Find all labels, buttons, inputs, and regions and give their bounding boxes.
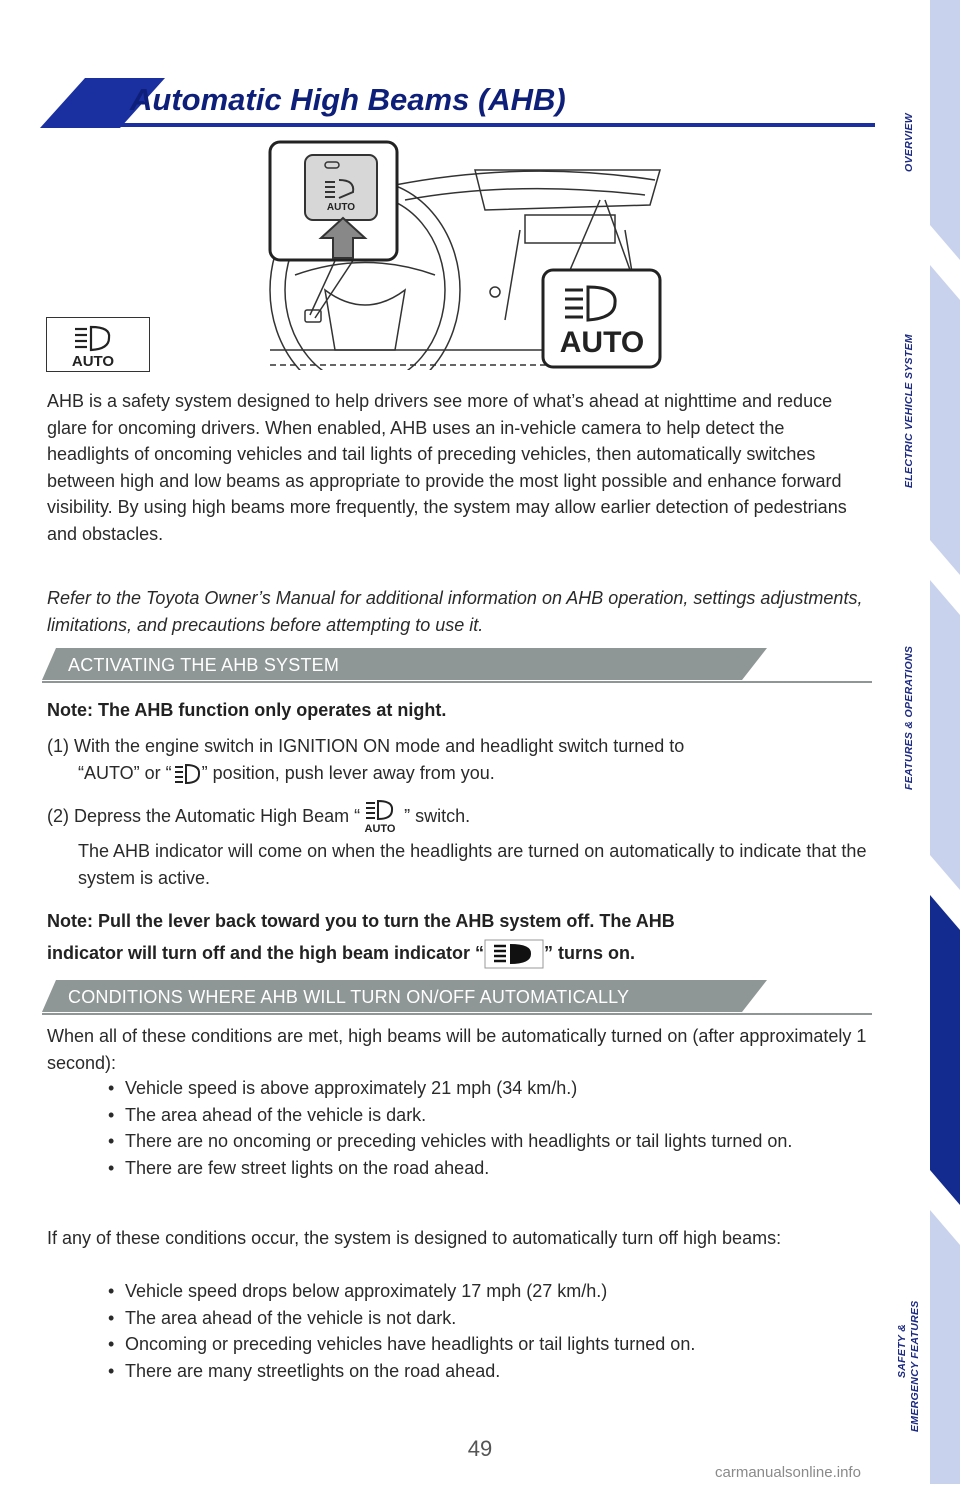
ahb-switch-icon: [47, 318, 149, 371]
turn-off-note: [47, 905, 867, 969]
tab-safety-line-2[interactable]: EMERGENCY FEATURES: [909, 1300, 921, 1432]
callout-auto-label: AUTO: [559, 326, 645, 359]
dashboard-illustration: [265, 140, 665, 370]
conditions-on-list: [104, 1075, 864, 1181]
title-banner: [40, 78, 875, 130]
list-item: • Vehicle speed is above approximately 21 mph (34 km/h.): [104, 1075, 864, 1102]
step-1-text-b: “AUTO” or “: [78, 763, 172, 783]
headlight-icon: [172, 763, 202, 785]
conditions-on-intro: When all of these conditions are met, high beams will be automatically turned on (after approximately 1 second):: [47, 1026, 867, 1073]
list-item: • Vehicle speed drops below approximately 17 mph (27 km/h.): [104, 1278, 744, 1305]
turn-off-note-line-b: indicator will turn off and the high beam indicator “: [47, 943, 485, 963]
night-only-note: Note: The AHB function only operates at night.: [47, 700, 447, 720]
step-1-line-a: (1) With the engine switch in IGNITION ON mode and headlight switch turned to: [47, 736, 685, 756]
turn-off-note-line-c: ” turns on.: [544, 943, 636, 963]
list-item: • Oncoming or preceding vehicles have headlights or tail lights turned on.: [104, 1331, 744, 1358]
conditions-off-list: [104, 1278, 744, 1384]
tab-ev-shape[interactable]: [930, 265, 960, 575]
switch-auto-label: AUTO: [326, 202, 356, 213]
section-heading-label: ACTIVATING THE AHB SYSTEM: [68, 655, 340, 675]
watermark: carmanualsonline.info: [715, 1464, 861, 1481]
ahb-switch-inline-icon: [360, 800, 404, 834]
intro-paragraph: AHB is a safety system designed to help drivers see more of what’s ahead at nighttime and reduce glare for oncoming drivers. When enabled, AHB uses an in-vehicle camera to help detect the headlights of oncoming vehicles and tail lights of preceding vehicles, then automatically switches between high and low beams as appropriate to provide the most light possible and enhance forward visibility. By using high beams more frequently, the system may allow earlier detection of pedestrians and obstacles.: [47, 391, 847, 544]
step-1: [47, 733, 867, 787]
step-2-text-b: ” switch.: [404, 805, 471, 826]
tab-overview-shape[interactable]: [930, 0, 960, 260]
list-item: • There are no oncoming or preceding vehicles with headlights or tail lights turned on.: [104, 1128, 864, 1155]
tab-electric-vehicle-system[interactable]: ELECTRIC VEHICLE SYSTEM: [903, 334, 915, 488]
step-2-text-a: (2) Depress the Automatic High Beam “: [47, 805, 361, 826]
refer-note: Refer to the Toyota Owner’s Manual for additional information on AHB operation, settings adjustments, limitations, and precautions before attempting to use it.: [47, 588, 863, 635]
section-heading-activating: [42, 648, 872, 688]
step-1-text-c: ” position, push lever away from you.: [201, 763, 495, 783]
tab-safety-sense-shape[interactable]: [930, 895, 960, 1205]
conditions-off-intro: If any of these conditions occur, the system is designed to automatically turn off high beams:: [47, 1228, 782, 1248]
page-number: 49: [467, 1436, 493, 1461]
tab-safety-line-1[interactable]: SAFETY &: [896, 1323, 908, 1378]
tab-features-shape[interactable]: [930, 580, 960, 890]
icon-box-auto-label: AUTO: [71, 353, 115, 370]
section-heading-label-2: CONDITIONS WHERE AHB WILL TURN ON/OFF AUTOMATICALLY: [68, 987, 630, 1007]
tab-overview[interactable]: OVERVIEW: [903, 113, 915, 172]
list-item: • The area ahead of the vehicle is dark.: [104, 1102, 864, 1129]
tab-safety-emergency-shape[interactable]: [930, 1210, 960, 1484]
side-tab-bar: [895, 0, 960, 1484]
section-heading-conditions: [42, 980, 872, 1020]
page-title: Automatic High Beams (AHB): [130, 82, 566, 117]
step-2: [47, 800, 867, 834]
list-item: • There are many streetlights on the road ahead.: [104, 1358, 744, 1385]
tab-features-operations[interactable]: FEATURES & OPERATIONS: [903, 645, 915, 790]
turn-off-note-line-a: Note: Pull the lever back toward you to turn the AHB system off. The AHB: [47, 911, 675, 931]
step-3-indicator-info: The AHB indicator will come on when the headlights are turned on automatically to indicate that the system is active.: [78, 841, 867, 888]
high-beam-indicator-icon: [484, 939, 544, 969]
inline-auto-label: AUTO: [364, 823, 396, 834]
list-item: • There are few street lights on the road ahead.: [104, 1155, 864, 1182]
tab-toyota-safety-sense[interactable]: TOYOTA SAFETY SENSE: [903, 964, 915, 1095]
step-1-line-b: [47, 760, 867, 787]
ahb-icon-box: [46, 317, 150, 372]
list-item: • The area ahead of the vehicle is not dark.: [104, 1305, 744, 1332]
